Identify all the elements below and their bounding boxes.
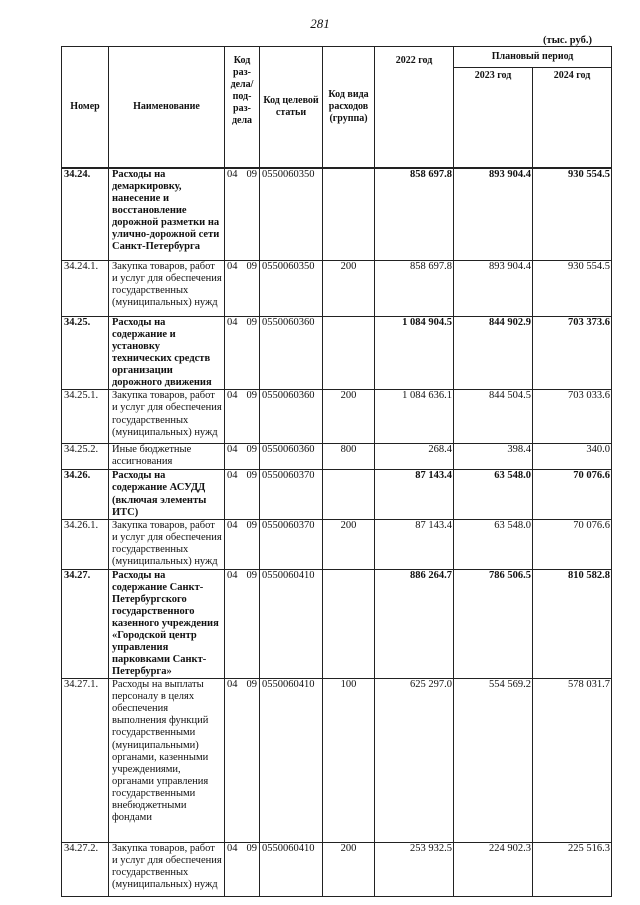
row-name: Расходы на содержание Санкт-Петербургского государственного казенного учреждения «Городской центр управления парковками Санкт-Петербурга» <box>109 569 225 679</box>
row-amount-2024: 703 033.6 <box>533 390 612 444</box>
table-row <box>62 470 612 519</box>
budget-table <box>61 46 612 897</box>
row-section-code: 04 <box>225 843 245 897</box>
row-amount-2024: 578 031.7 <box>533 679 612 843</box>
row-section-code: 04 <box>225 470 245 519</box>
row-subsection-code: 09 <box>245 444 260 470</box>
row-amount-2023: 844 504.5 <box>454 390 533 444</box>
row-expense-type: 200 <box>323 843 375 897</box>
row-amount-2023: 786 506.5 <box>454 569 533 679</box>
row-amount-2023: 554 569.2 <box>454 679 533 843</box>
row-amount-2024: 930 554.5 <box>533 169 612 261</box>
row-number: 34.25.2. <box>62 444 109 470</box>
header-section-code: Код раз-дела/ под-раз-дела <box>225 47 260 168</box>
row-section-code: 04 <box>225 317 245 390</box>
row-amount-2024: 225 516.3 <box>533 843 612 897</box>
row-section-code: 04 <box>225 679 245 843</box>
row-expense-type <box>323 569 375 679</box>
table-row <box>62 444 612 470</box>
row-subsection-code: 09 <box>245 519 260 569</box>
row-expense-type: 200 <box>323 519 375 569</box>
header-2022: 2022 год <box>375 47 454 168</box>
row-amount-2022: 886 264.7 <box>375 569 454 679</box>
row-amount-2022: 858 697.8 <box>375 169 454 261</box>
header-2023: 2023 год <box>454 68 533 168</box>
table-row <box>62 519 612 569</box>
table-row <box>62 261 612 317</box>
header-expense-type: Код вида расходов (группа) <box>323 47 375 168</box>
header-number: Номер <box>62 47 109 168</box>
row-target-code: 0550060360 <box>260 317 323 390</box>
row-subsection-code: 09 <box>245 390 260 444</box>
row-target-code: 0550060350 <box>260 169 323 261</box>
row-subsection-code: 09 <box>245 169 260 261</box>
row-section-code: 04 <box>225 169 245 261</box>
header-name: Наименование <box>109 47 225 168</box>
row-target-code: 0550060410 <box>260 679 323 843</box>
row-number: 34.27. <box>62 569 109 679</box>
row-target-code: 0550060370 <box>260 470 323 519</box>
row-target-code: 0550060410 <box>260 843 323 897</box>
row-amount-2023: 893 904.4 <box>454 261 533 317</box>
row-number: 34.25. <box>62 317 109 390</box>
row-amount-2023: 224 902.3 <box>454 843 533 897</box>
row-subsection-code: 09 <box>245 569 260 679</box>
row-number: 34.25.1. <box>62 390 109 444</box>
row-amount-2022: 1 084 636.1 <box>375 390 454 444</box>
row-section-code: 04 <box>225 569 245 679</box>
row-number: 34.27.2. <box>62 843 109 897</box>
row-amount-2022: 1 084 904.5 <box>375 317 454 390</box>
row-amount-2024: 930 554.5 <box>533 261 612 317</box>
row-number: 34.26. <box>62 470 109 519</box>
row-section-code: 04 <box>225 390 245 444</box>
row-name: Закупка товаров, работ и услуг для обеспечения государственных (муниципальных) нужд <box>109 519 225 569</box>
row-expense-type: 200 <box>323 390 375 444</box>
row-subsection-code: 09 <box>245 843 260 897</box>
row-amount-2024: 703 373.6 <box>533 317 612 390</box>
header-2024: 2024 год <box>533 68 612 168</box>
row-amount-2024: 70 076.6 <box>533 519 612 569</box>
table-row <box>62 390 612 444</box>
row-number: 34.24. <box>62 169 109 261</box>
row-target-code: 0550060360 <box>260 390 323 444</box>
row-name: Расходы на выплаты персоналу в целях обеспечения выполнения функций государственными (муниципальными) органами, казенными учреждениями, органами управления государственными внебюджетными фондами <box>109 679 225 843</box>
row-amount-2023: 63 548.0 <box>454 519 533 569</box>
row-amount-2023: 398.4 <box>454 444 533 470</box>
row-amount-2023: 844 902.9 <box>454 317 533 390</box>
row-amount-2022: 87 143.4 <box>375 519 454 569</box>
row-subsection-code: 09 <box>245 317 260 390</box>
row-subsection-code: 09 <box>245 261 260 317</box>
row-section-code: 04 <box>225 519 245 569</box>
row-section-code: 04 <box>225 261 245 317</box>
row-expense-type: 100 <box>323 679 375 843</box>
row-subsection-code: 09 <box>245 470 260 519</box>
units-label: (тыс. руб.) <box>543 35 592 46</box>
row-target-code: 0550060360 <box>260 444 323 470</box>
row-expense-type <box>323 317 375 390</box>
table-row <box>62 679 612 843</box>
row-amount-2024: 810 582.8 <box>533 569 612 679</box>
row-target-code: 0550060410 <box>260 569 323 679</box>
row-expense-type <box>323 169 375 261</box>
row-amount-2022: 253 932.5 <box>375 843 454 897</box>
row-amount-2022: 268.4 <box>375 444 454 470</box>
row-name: Закупка товаров, работ и услуг для обеспечения государственных (муниципальных) нужд <box>109 843 225 897</box>
row-amount-2022: 625 297.0 <box>375 679 454 843</box>
row-name: Расходы на содержание АСУДД (включая элементы ИТС) <box>109 470 225 519</box>
row-name: Закупка товаров, работ и услуг для обеспечения государственных (муниципальных) нужд <box>109 390 225 444</box>
row-amount-2023: 63 548.0 <box>454 470 533 519</box>
row-amount-2024: 340.0 <box>533 444 612 470</box>
page-number: 281 <box>310 16 330 31</box>
row-amount-2022: 87 143.4 <box>375 470 454 519</box>
row-target-code: 0550060370 <box>260 519 323 569</box>
row-expense-type <box>323 470 375 519</box>
row-amount-2023: 893 904.4 <box>454 169 533 261</box>
table-row <box>62 843 612 897</box>
row-name: Расходы на демаркировку, нанесение и восстановление дорожной разметки на улично-дорожной сети Санкт-Петербурга <box>109 169 225 261</box>
row-section-code: 04 <box>225 444 245 470</box>
row-number: 34.24.1. <box>62 261 109 317</box>
row-target-code: 0550060350 <box>260 261 323 317</box>
row-expense-type: 200 <box>323 261 375 317</box>
header-planned-period: Плановый период <box>454 47 612 68</box>
row-name: Иные бюджетные ассигнования <box>109 444 225 470</box>
row-subsection-code: 09 <box>245 679 260 843</box>
row-number: 34.26.1. <box>62 519 109 569</box>
table-row <box>62 317 612 390</box>
header-target-code: Код целевой статьи <box>260 47 323 168</box>
row-amount-2024: 70 076.6 <box>533 470 612 519</box>
row-name: Расходы на содержание и установку технических средств организации дорожного движения <box>109 317 225 390</box>
row-number: 34.27.1. <box>62 679 109 843</box>
row-amount-2022: 858 697.8 <box>375 261 454 317</box>
row-expense-type: 800 <box>323 444 375 470</box>
table-row <box>62 169 612 261</box>
row-name: Закупка товаров, работ и услуг для обеспечения государственных (муниципальных) нужд <box>109 261 225 317</box>
table-row <box>62 569 612 679</box>
